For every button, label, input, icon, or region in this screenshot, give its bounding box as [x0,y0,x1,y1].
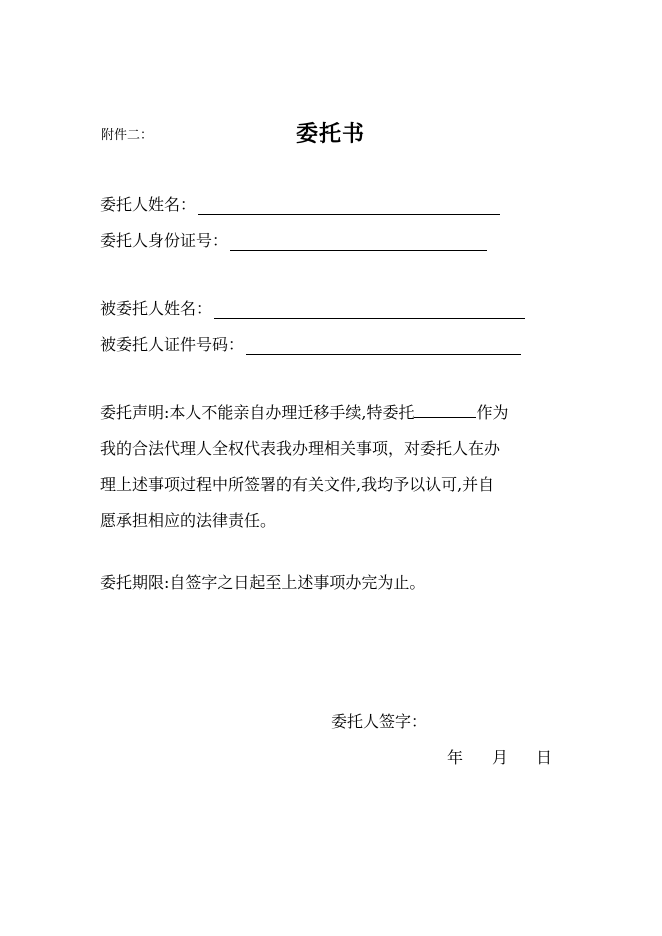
agent-id-line [246,340,521,355]
statement-line-1-end: 作为 [476,403,509,422]
date-month: 月 [492,748,509,767]
principal-name-field [100,192,500,215]
agent-name-line [214,304,525,319]
agent-blank-line [414,403,476,418]
document-title: 委托书 [296,122,366,147]
principal-name-label: 委托人姓名： [100,195,197,214]
principal-id-line [230,236,487,251]
statement-paragraph [100,395,564,539]
statement-line-1 [100,395,564,431]
principal-id-field [100,228,487,251]
date-day: 日 [536,748,553,767]
statement-line-4: 愿承担相应的法律责任。 [100,511,277,530]
agent-name-field [100,296,525,319]
statement-line-2: 我的合法代理人全权代表我办理相关事项，对委托人在办 [100,439,501,458]
agent-id-label: 被委托人证件号码： [100,335,245,354]
agent-name-label: 被委托人姓名： [100,299,213,318]
principal-id-label: 委托人身份证号： [100,231,229,250]
agent-id-field [100,332,521,355]
statement-line-3: 理上述事项过程中所签署的有关文件,我均予以认可,并自 [100,475,495,494]
delegation-period: 委托期限:自签字之日起至上述事项办完为止。 [100,573,426,592]
statement-line-1-text: 委托声明:本人不能亲自办理迁移手续,特委托 [100,403,415,422]
date-year: 年 [447,748,464,767]
annex-label: 附件二： [101,128,154,143]
principal-name-line [198,200,500,215]
signature-label: 委托人签字： [331,712,428,731]
